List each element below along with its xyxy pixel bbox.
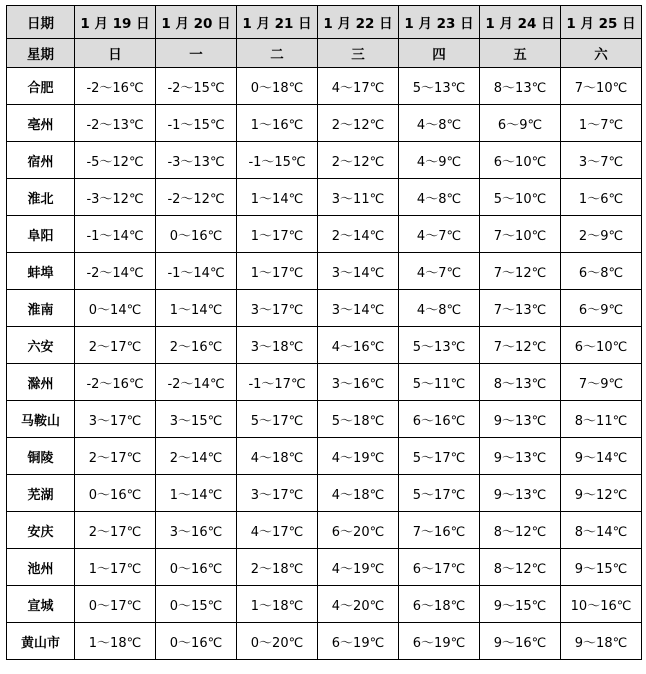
temperature-cell: 1～17℃ [237,216,318,253]
temperature-cell: 1～16℃ [237,105,318,142]
table-row [7,401,642,438]
temperature-cell: 5～18℃ [318,401,399,438]
temperature-cell: -1～15℃ [237,142,318,179]
temperature-cell: -1～14℃ [75,216,156,253]
date-header-row [7,6,642,39]
weekday-header-cell: 一 [156,39,237,68]
temperature-cell: 3～17℃ [75,401,156,438]
temperature-cell: 4～20℃ [318,586,399,623]
city-name-cell: 蚌埠 [7,253,75,290]
weekday-header-cell: 日 [75,39,156,68]
temperature-cell: 2～12℃ [318,142,399,179]
city-name-cell: 六安 [7,327,75,364]
temperature-cell: 7～9℃ [561,364,642,401]
forecast-body [7,68,642,660]
temperature-cell: 3～14℃ [318,253,399,290]
date-header-cell: 1 月 23 日 [399,6,480,39]
temperature-cell: 0～16℃ [156,216,237,253]
weekday-header-row [7,39,642,68]
temperature-cell: -1～17℃ [237,364,318,401]
date-header-cell: 1 月 19 日 [75,6,156,39]
temperature-cell: 3～17℃ [237,290,318,327]
table-row [7,216,642,253]
temperature-cell: 6～8℃ [561,253,642,290]
temperature-cell: 2～17℃ [75,438,156,475]
temperature-cell: 6～17℃ [399,549,480,586]
temperature-cell: 5～17℃ [399,438,480,475]
temperature-cell: 0～14℃ [75,290,156,327]
temperature-cell: 4～19℃ [318,549,399,586]
temperature-cell: 7～16℃ [399,512,480,549]
table-row [7,68,642,105]
temperature-cell: 6～20℃ [318,512,399,549]
temperature-cell: 8～13℃ [480,364,561,401]
table-row [7,475,642,512]
temperature-cell: -2～14℃ [75,253,156,290]
temperature-cell: 6～16℃ [399,401,480,438]
temperature-cell: 9～16℃ [480,623,561,660]
weekday-header-cell: 三 [318,39,399,68]
city-name-cell: 池州 [7,549,75,586]
temperature-cell: 2～16℃ [156,327,237,364]
temperature-cell: -1～15℃ [156,105,237,142]
temperature-cell: 4～17℃ [318,68,399,105]
temperature-cell: 9～14℃ [561,438,642,475]
temperature-cell: 3～7℃ [561,142,642,179]
temperature-cell: -1～14℃ [156,253,237,290]
temperature-cell: 8～11℃ [561,401,642,438]
temperature-cell: 2～14℃ [156,438,237,475]
temperature-cell: 10～16℃ [561,586,642,623]
temperature-cell: 1～17℃ [75,549,156,586]
temperature-cell: 6～19℃ [399,623,480,660]
temperature-cell: 4～19℃ [318,438,399,475]
date-header-cell: 1 月 20 日 [156,6,237,39]
table-row [7,290,642,327]
table-row [7,327,642,364]
temperature-cell: 5～17℃ [237,401,318,438]
city-name-cell: 芜湖 [7,475,75,512]
weekday-header-cell: 六 [561,39,642,68]
temperature-cell: 4～18℃ [237,438,318,475]
table-row [7,179,642,216]
city-name-cell: 淮北 [7,179,75,216]
temperature-cell: -2～12℃ [156,179,237,216]
temperature-cell: -2～16℃ [75,364,156,401]
city-name-cell: 铜陵 [7,438,75,475]
temperature-cell: -3～13℃ [156,142,237,179]
temperature-cell: 6～9℃ [480,105,561,142]
temperature-cell: 5～17℃ [399,475,480,512]
temperature-cell: -2～16℃ [75,68,156,105]
date-label-cell: 日期 [7,6,75,39]
temperature-cell: 0～16℃ [156,623,237,660]
city-name-cell: 阜阳 [7,216,75,253]
temperature-cell: 4～8℃ [399,105,480,142]
weekday-header-cell: 二 [237,39,318,68]
temperature-cell: 3～16℃ [318,364,399,401]
city-name-cell: 马鞍山 [7,401,75,438]
temperature-cell: 1～14℃ [156,475,237,512]
temperature-cell: 6～18℃ [399,586,480,623]
date-header-cell: 1 月 25 日 [561,6,642,39]
temperature-cell: 0～18℃ [237,68,318,105]
temperature-cell: 8～13℃ [480,68,561,105]
temperature-cell: 8～14℃ [561,512,642,549]
temperature-cell: 3～15℃ [156,401,237,438]
temperature-cell: 1～14℃ [156,290,237,327]
table-row [7,253,642,290]
temperature-cell: 3～17℃ [237,475,318,512]
temperature-cell: 7～13℃ [480,290,561,327]
city-name-cell: 滁州 [7,364,75,401]
temperature-cell: 1～18℃ [237,586,318,623]
temperature-cell: 4～7℃ [399,253,480,290]
temperature-cell: 5～11℃ [399,364,480,401]
temperature-cell: 7～10℃ [480,216,561,253]
temperature-cell: -2～13℃ [75,105,156,142]
table-row [7,105,642,142]
temperature-cell: 1～6℃ [561,179,642,216]
city-name-cell: 宣城 [7,586,75,623]
temperature-cell: 9～13℃ [480,438,561,475]
city-name-cell: 宿州 [7,142,75,179]
city-name-cell: 淮南 [7,290,75,327]
temperature-cell: 4～8℃ [399,179,480,216]
temperature-cell: 2～17℃ [75,512,156,549]
temperature-cell: 1～14℃ [237,179,318,216]
temperature-cell: -2～14℃ [156,364,237,401]
temperature-cell: 9～15℃ [561,549,642,586]
table-row [7,512,642,549]
table-row [7,364,642,401]
temperature-cell: 4～7℃ [399,216,480,253]
temperature-cell: 2～14℃ [318,216,399,253]
temperature-cell: 4～17℃ [237,512,318,549]
temperature-cell: 3～16℃ [156,512,237,549]
temperature-cell: 4～16℃ [318,327,399,364]
date-header-cell: 1 月 21 日 [237,6,318,39]
temperature-cell: 1～7℃ [561,105,642,142]
temperature-cell: 5～10℃ [480,179,561,216]
temperature-cell: -2～15℃ [156,68,237,105]
temperature-cell: 4～9℃ [399,142,480,179]
weekday-header-cell: 五 [480,39,561,68]
temperature-cell: 6～10℃ [480,142,561,179]
temperature-cell: 7～12℃ [480,327,561,364]
weekday-header-cell: 四 [399,39,480,68]
temperature-cell: 7～12℃ [480,253,561,290]
temperature-cell: 8～12℃ [480,549,561,586]
city-name-cell: 亳州 [7,105,75,142]
temperature-cell: 5～13℃ [399,68,480,105]
temperature-cell: 2～17℃ [75,327,156,364]
temperature-cell: 4～18℃ [318,475,399,512]
temperature-cell: 0～16℃ [156,549,237,586]
temperature-cell: 2～18℃ [237,549,318,586]
temperature-cell: 3～14℃ [318,290,399,327]
temperature-cell: 8～12℃ [480,512,561,549]
temperature-cell: 6～10℃ [561,327,642,364]
temperature-cell: 6～19℃ [318,623,399,660]
table-row [7,438,642,475]
temperature-cell: 1～18℃ [75,623,156,660]
temperature-cell: 9～15℃ [480,586,561,623]
temperature-cell: 9～13℃ [480,475,561,512]
temperature-cell: 2～9℃ [561,216,642,253]
city-name-cell: 合肥 [7,68,75,105]
table-row [7,549,642,586]
temperature-cell: 3～18℃ [237,327,318,364]
temperature-cell: -5～12℃ [75,142,156,179]
temperature-cell: 2～12℃ [318,105,399,142]
temperature-cell: 9～13℃ [480,401,561,438]
city-name-cell: 黄山市 [7,623,75,660]
temperature-cell: -3～12℃ [75,179,156,216]
temperature-cell: 0～17℃ [75,586,156,623]
city-name-cell: 安庆 [7,512,75,549]
forecast-table-container [6,5,642,660]
table-row [7,623,642,660]
temperature-cell: 7～10℃ [561,68,642,105]
temperature-cell: 9～12℃ [561,475,642,512]
temperature-cell: 9～18℃ [561,623,642,660]
temperature-cell: 0～20℃ [237,623,318,660]
table-row [7,586,642,623]
temperature-cell: 1～17℃ [237,253,318,290]
temperature-cell: 0～15℃ [156,586,237,623]
temperature-cell: 3～11℃ [318,179,399,216]
forecast-table [6,5,642,660]
date-header-cell: 1 月 24 日 [480,6,561,39]
temperature-cell: 0～16℃ [75,475,156,512]
temperature-cell: 4～8℃ [399,290,480,327]
temperature-cell: 6～9℃ [561,290,642,327]
table-row [7,142,642,179]
date-header-cell: 1 月 22 日 [318,6,399,39]
temperature-cell: 5～13℃ [399,327,480,364]
weekday-label-cell: 星期 [7,39,75,68]
